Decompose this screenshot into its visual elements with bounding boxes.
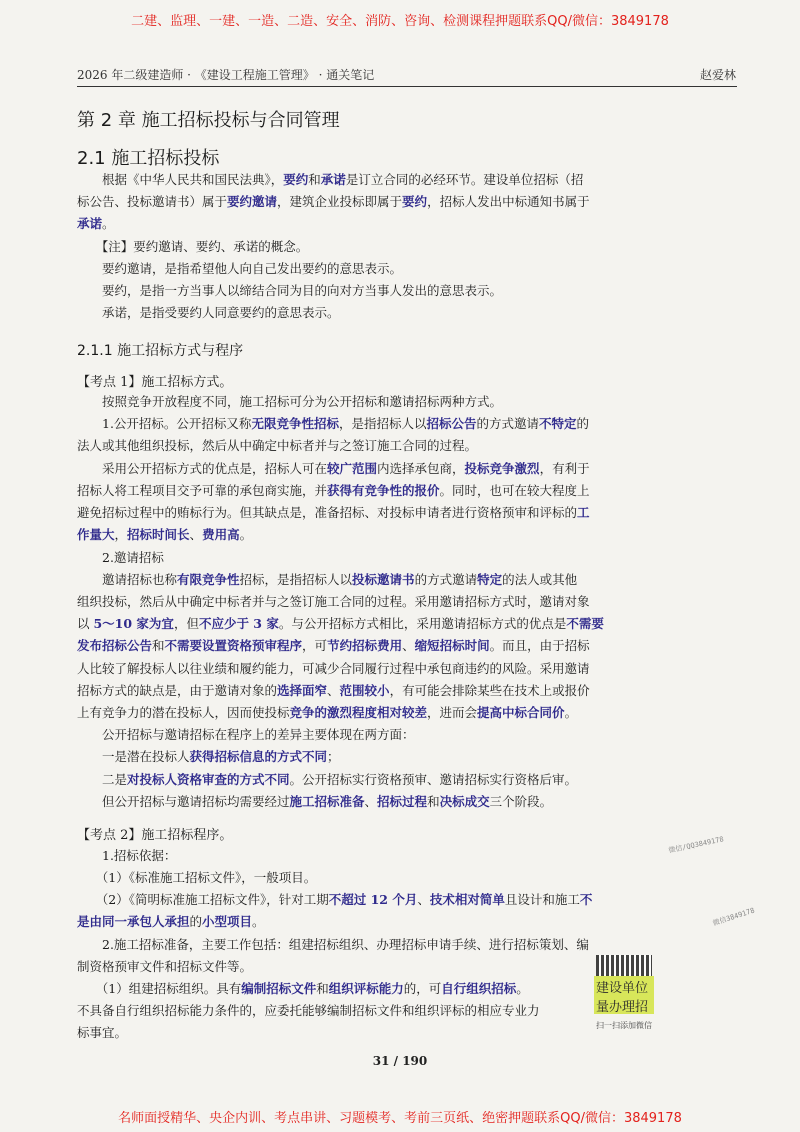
line-13: 避免招标过程中的贿标行为。但其缺点是，准备招标、对投标申请者进行资格预审和评标的工: [77, 505, 590, 520]
header-rule: [77, 86, 737, 87]
line-16: 邀请招标也称有限竞争性招标，是指招标人以投标邀请书的方式邀请特定的法人或其他: [77, 572, 578, 587]
note-line: 【注】要约邀请、要约、承诺的概念。: [77, 239, 309, 254]
line-14: 作量大，招标时间长、费用高。: [77, 527, 253, 542]
line-17: 组织投标，然后从中确定中标者并与之签订施工合同的过程。采用邀请招标方式时，邀请对象: [77, 594, 590, 609]
para-line-2: 标公告、投标邀请书）属于要约邀请，建筑企业投标即属于要约，招标人发出中标通知书属于: [77, 194, 590, 209]
para-line-1: 根据《中华人民共和国民法典》，要约和承诺是订立合同的必经环节。建设单位招标（招: [77, 172, 584, 187]
subsection-title: 2.1.1 施工招标方式与程序: [77, 343, 244, 359]
side-stamp-2: 微信3849178: [711, 906, 756, 928]
kaodian-2: 【考点 2】施工招标程序。: [77, 828, 233, 843]
line-15: 2.邀请招标: [77, 550, 164, 565]
qr-code-icon[interactable]: [596, 955, 652, 977]
header-author: 赵爱林: [700, 68, 737, 82]
line-20: 人比较了解投标人以往业绩和履约能力，可减少合同履行过程中承包商违约的风险。采用邀请: [77, 661, 590, 676]
line-34: 不具备自行组织招标能力条件的，应委托能够编制招标文件和组织评标的相应专业力: [77, 1003, 540, 1018]
section-title: 2.1 施工招标投标: [77, 148, 220, 169]
line-24: 一是潜在投标人获得招标信息的方式不同；: [77, 749, 340, 764]
line-25: 二是对投标人资格审查的方式不同。公开招标实行资格预审、邀请招标实行资格后审。: [77, 772, 578, 787]
top-banner: 二建、监理、一建、一造、二造、安全、消防、咨询、检测课程押题联系QQ/微信：3849178: [131, 14, 669, 29]
qr-scan-caption: 扫一扫添加微信: [596, 1021, 652, 1030]
line-22: 上有竞争力的潜在投标人，因而使投标竞争的激烈程度相对较差，进而会提高中标合同价。: [77, 705, 578, 720]
qr-label-1: 建设单位: [596, 981, 649, 996]
line-11: 采用公开招标方式的优点是，招标人可在较广范围内选择承包商，投标竞争激烈，有利于: [77, 461, 590, 476]
def-line-1: 要约邀请，是指希望他人向自己发出要约的意思表示。: [77, 261, 403, 276]
line-35: 标事宜。: [77, 1025, 128, 1040]
line-28: （1）《标准施工招标文件》，一般项目。: [77, 870, 317, 885]
line-23: 公开招标与邀请招标在程序上的差异主要体现在两方面：: [77, 727, 415, 742]
page-number: 31 / 190: [372, 1054, 428, 1068]
line-27: 1.招标依据：: [77, 848, 177, 863]
line-26: 但公开招标与邀请招标均需要经过施工招标准备、招标过程和决标成交三个阶段。: [77, 794, 553, 809]
line-10: 法人或其他组织投标，然后从中确定中标者并与之签订施工合同的过程。: [77, 438, 478, 453]
header-left: 2026 年二级建造师 · 《建设工程施工管理》 · 通关笔记: [77, 68, 375, 82]
line-19: 发布招标公告和不需要设置资格预审程序，可节约招标费用、缩短招标时间。而且，由于招标: [77, 638, 590, 653]
chapter-title: 第 2 章 施工招标投标与合同管理: [77, 110, 340, 131]
line-32: 制资格预审文件和招标文件等。: [77, 959, 253, 974]
kaodian-1: 【考点 1】施工招标方式。: [77, 375, 233, 390]
line-33: （1）组建招标组织。具有编制招标文件和组织评标能力的，可自行组织招标。: [77, 981, 529, 996]
line-12: 招标人将工程项目交予可靠的承包商实施，并获得有竞争性的报价。同时，也可在较大程度上: [77, 483, 590, 498]
side-stamp-1: 微信/QQ3849178: [667, 835, 725, 855]
para-line-3: 承诺。: [77, 216, 115, 231]
line-30: 是由同一承包人承担的小型项目。: [77, 914, 265, 929]
def-line-3: 承诺，是指受要约人同意要约的意思表示。: [77, 305, 340, 320]
line-29: （2）《简明标准施工招标文件》，针对工期不超过 12 个月、技术相对简单且设计和施工不: [77, 892, 593, 907]
line-18: 以 5～10 家为宜，但不应少于 3 家。与公开招标方式相比，采用邀请招标方式的优点是不需要: [77, 616, 604, 631]
bottom-banner: 名师面授精华、央企内训、考点串讲、习题模考、考前三页纸、绝密押题联系QQ/微信：3849178: [118, 1111, 682, 1126]
line-09: 1.公开招标。公开招标又称无限竞争性招标，是指招标人以招标公告的方式邀请不特定的: [77, 416, 590, 431]
qr-label-2: 量办理招: [596, 1000, 649, 1015]
def-line-2: 要约，是指一方当事人以缔结合同为目的向对方当事人发出的意思表示。: [77, 283, 503, 298]
line-21: 招标方式的缺点是，由于邀请对象的选择面窄、范围较小，有可能会排除某些在技术上或报价: [77, 683, 590, 698]
line-08: 按照竞争开放程度不同，施工招标可分为公开招标和邀请招标两种方式。: [77, 394, 503, 409]
line-31: 2.施工招标准备，主要工作包括：组建招标组织、办理招标申请手续、进行招标策划、编: [77, 937, 589, 952]
